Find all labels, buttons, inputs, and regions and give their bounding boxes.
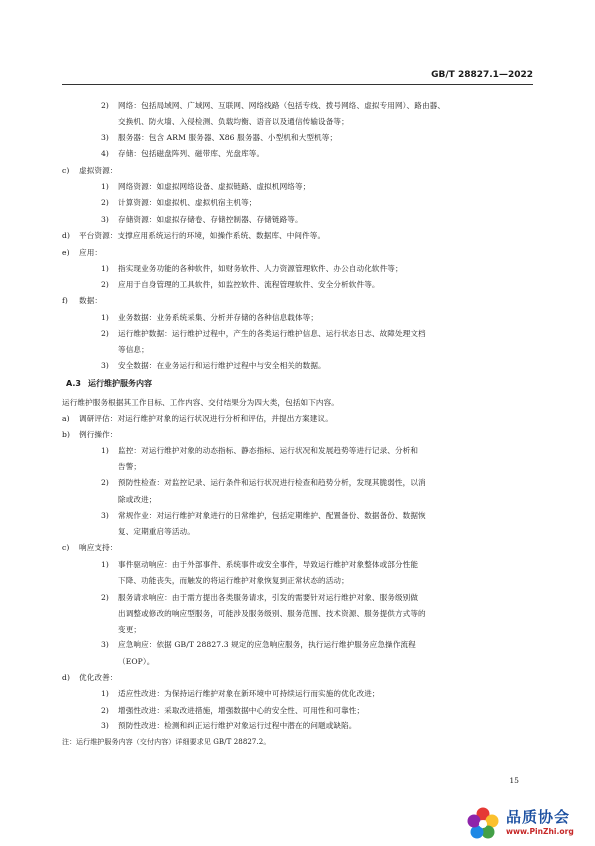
list-marker: 2) [101,478,109,487]
line-text: 虚拟资源： [79,166,118,175]
line-text: 变更； [118,625,142,634]
list-marker: 3) [101,133,109,142]
section-number: A.3 [66,379,81,388]
logo-title: 品质协会 [506,808,571,826]
line-text: 指实现业务功能的各种软件，如财务软件、人力资源管理软件、办公自动化软件等； [118,264,403,273]
line-text: 服务请求响应：由于需方提出各类服务请求，引发的需要针对运行维护对象、服务级别做 [118,593,419,602]
list-marker: 1) [101,560,109,569]
line-text: 平台资源：支撑应用系统运行的环境，如操作系统、数据库、中间件等。 [79,231,326,240]
line-text: 预防性检查：对监控记录、运行条件和运行状况进行检查和趋势分析，发现其脆弱性，以消 [118,478,426,487]
line-text: （EOP）。 [118,657,155,666]
line-text: 优化改善： [79,673,118,682]
logo-url: www.PinZhi.org [506,827,574,836]
list-marker: 2) [101,280,109,289]
line-text: 监控：对运行维护对象的动态指标、静态指标、运行状况和发展趋势等进行记录、分析和 [118,446,419,455]
list-marker: d) [62,231,71,240]
list-marker: 3) [101,215,109,224]
line-text: 计算资源：如虚拟机、虚拟机宿主机等； [118,198,257,207]
note-text: 运行维护服务内容（交付内容）详细要求见 GB/T 28827.2。 [76,738,271,746]
line-text: 业务数据：业务系统采集、分析并存储的各种信息载体等； [118,313,319,322]
line-text: 运行维护服务根据其工作目标、工作内容、交付结果分为四大类，包括如下内容。 [62,398,339,407]
list-marker: c) [62,543,70,552]
list-marker: a) [62,414,70,423]
line-text: 适应性改进：为保持运行维护对象在新环境中可持续运行而实施的优化改进； [118,689,380,698]
watermark-logo [466,806,590,842]
line-text: 告警； [118,462,142,471]
line-text: 应用： [79,248,103,257]
list-marker: 注： [62,738,77,746]
section-heading [66,378,152,389]
list-marker: f) [62,296,68,305]
standard-number: GB/T 28827.1—2022 [431,70,533,80]
list-marker: 3) [101,511,109,520]
line-text: 除或改进； [118,495,157,504]
line-text: 例行操作： [79,430,118,439]
line-text: 存储：包括磁盘阵列、磁带库、光盘库等。 [118,149,265,158]
line-text: 安全数据：在业务运行和运行维护过程中与安全相关的数据。 [118,361,326,370]
list-marker: 2) [101,706,109,715]
list-marker: 1) [101,689,109,698]
line-text: 复、定期重启等活动。 [118,527,195,536]
list-marker: 4) [101,149,109,158]
line-text: 事件驱动响应：由于外部事件、系统事件或安全事件，导致运行维护对象整体或部分性能 [118,560,419,569]
line-text: 下降、功能丧失，而触发的将运行维护对象恢复到正常状态的活动； [118,576,349,585]
line-text: 服务器：包含 ARM 服务器、X86 服务器、小型机和大型机等； [118,133,338,142]
list-marker: 2) [101,101,109,110]
line-text: 交换机、防火墙、入侵检测、负载均衡、语音以及通信传输设备等； [118,117,349,126]
list-marker: d) [62,673,71,682]
line-text: 增强性改进：采取改进措施，增强数据中心的安全性、可用性和可靠性； [118,706,365,715]
list-marker: 3) [101,361,109,370]
page-number: 15 [509,776,519,785]
list-marker: 1) [101,446,109,455]
list-marker: 2) [101,198,109,207]
list-marker: 2) [101,329,109,338]
line-text: 网络：包括局域网、广域网、互联网、网络线路（包括专线、拨号网络、虚拟专用网）、路由器、 [118,101,446,110]
section-title: 运行维护服务内容 [88,379,152,388]
list-marker: 3) [101,721,109,730]
line-text: 存储资源：如虚拟存储卷、存储控制器、存储链路等。 [118,215,303,224]
line-text: 常规作业：对运行维护对象进行的日常维护，包括定期维护、配置备份、数据备份、数据恢 [118,511,426,520]
line-text: 运行维护数据：运行维护过程中，产生的各类运行维护信息、运行状态日志、故障处理文档 [118,329,426,338]
list-marker: 1) [101,182,109,191]
line-text: 应用于自身管理的工具软件，如监控软件、流程管理软件、安全分析软件等。 [118,280,380,289]
list-marker: 2) [101,593,109,602]
list-marker: b) [62,430,71,439]
list-marker: c) [62,166,70,175]
list-marker: 1) [101,264,109,273]
line-text: 等信息； [118,345,149,354]
line-text: 出调整或修改的响应型服务，可能涉及服务级别、服务范围、技术资源、服务提供方式等的 [118,609,426,618]
logo-flower-icon [466,806,500,840]
list-marker: 3) [101,640,109,649]
header-rule [62,84,533,85]
line-text: 预防性改进：检测和纠正运行维护对象运行过程中潜在的问题或缺陷。 [118,721,357,730]
line-text: 网络资源：如虚拟网络设备、虚拟链路、虚拟机网络等； [118,182,311,191]
line-text: 应急响应：依据 GB/T 28827.3 规定的应急响应服务，执行运行维护服务应急操作流程 [118,640,416,649]
line-text: 响应支持： [79,543,118,552]
list-marker: 1) [101,313,109,322]
line-text: 数据： [79,296,103,305]
line-text: 调研评估：对运行维护对象的运行状况进行分析和评估，并提出方案建议。 [79,414,333,423]
list-marker: e) [62,248,70,257]
